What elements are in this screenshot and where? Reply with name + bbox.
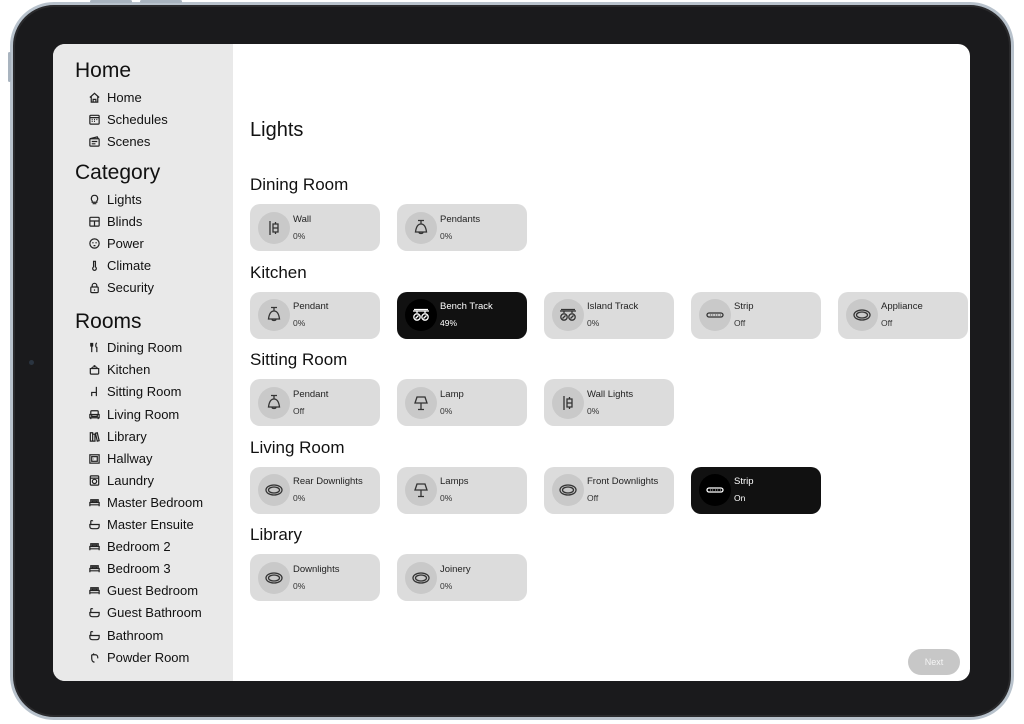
wall-light-icon xyxy=(258,212,290,244)
nav-item-label: Powder Room xyxy=(107,649,190,665)
books-icon xyxy=(87,429,101,443)
nav-item-label: Climate xyxy=(107,258,152,274)
bulb-icon xyxy=(87,192,101,206)
sidebar-item-master-bedroom[interactable] xyxy=(75,491,233,513)
downlight-icon xyxy=(258,562,290,594)
nav-item-label: Security xyxy=(107,280,154,296)
light-info xyxy=(734,300,754,330)
sidebar-item-climate[interactable] xyxy=(75,255,233,277)
nav-item-label: Library xyxy=(107,428,147,444)
rooms-section-title: Rooms xyxy=(75,309,142,333)
light-info xyxy=(881,300,923,330)
main-content xyxy=(233,44,970,681)
pendant-icon xyxy=(405,212,437,244)
light-name: Lamps xyxy=(440,476,469,487)
scenes-icon xyxy=(87,134,101,148)
nav-item-label: Guest Bedroom xyxy=(107,583,199,599)
light-info xyxy=(440,563,471,593)
sidebar-item-powder-room[interactable] xyxy=(75,646,233,668)
sidebar-item-library[interactable] xyxy=(75,425,233,447)
category-section-title: Category xyxy=(75,161,161,185)
volume-button xyxy=(90,0,132,3)
sidebar-item-blinds[interactable] xyxy=(75,210,233,232)
light-name: Wall Lights xyxy=(587,388,634,400)
light-info xyxy=(293,388,328,418)
sidebar-item-master-ensuite[interactable] xyxy=(75,514,233,536)
bed-icon xyxy=(87,495,101,509)
light-tile[interactable] xyxy=(544,292,674,339)
sidebar-item-sitting-room[interactable] xyxy=(75,381,233,403)
pendant-icon xyxy=(258,387,290,419)
nav-item-label: Bedroom 3 xyxy=(107,561,171,577)
light-tile[interactable] xyxy=(250,204,380,251)
home-nav xyxy=(75,86,233,152)
bed-icon xyxy=(87,562,101,576)
light-name: Bench Track xyxy=(440,301,493,312)
downlight-icon xyxy=(405,562,437,594)
sofa-icon xyxy=(87,407,101,421)
sidebar-item-bathroom[interactable] xyxy=(75,624,233,646)
sidebar-item-security[interactable] xyxy=(75,277,233,299)
light-tile[interactable] xyxy=(544,379,674,426)
room-heading: Living Room xyxy=(250,437,345,457)
screen xyxy=(53,44,970,681)
light-level: 0% xyxy=(587,318,600,328)
nav-item-label: Sitting Room xyxy=(107,384,182,400)
sidebar-item-power[interactable] xyxy=(75,232,233,254)
light-level: 0% xyxy=(293,580,306,591)
light-level: 0% xyxy=(440,405,453,416)
light-level: 0% xyxy=(293,493,306,503)
sidebar xyxy=(53,44,233,681)
light-level: 0% xyxy=(440,580,453,591)
light-tile[interactable] xyxy=(397,379,527,426)
light-tile[interactable] xyxy=(250,554,380,601)
nav-item-label: Bathroom xyxy=(107,627,164,643)
light-info xyxy=(293,563,339,593)
lock-icon xyxy=(87,281,101,295)
sidebar-item-hallway[interactable] xyxy=(75,447,233,469)
light-level: Off xyxy=(587,493,599,503)
pot-icon xyxy=(87,363,101,377)
sidebar-item-dining-room[interactable] xyxy=(75,337,233,359)
home-section-title: Home xyxy=(75,59,132,82)
nav-item-label: Dining Room xyxy=(107,340,183,356)
light-tile[interactable] xyxy=(397,292,527,339)
light-info xyxy=(440,475,469,505)
light-info xyxy=(734,475,754,505)
bed-icon xyxy=(87,584,101,598)
light-level: 49% xyxy=(440,318,458,328)
chair-icon xyxy=(87,385,101,399)
light-level: On xyxy=(734,493,746,503)
door-icon xyxy=(87,451,101,465)
light-info xyxy=(293,300,328,330)
next-button[interactable]: Next xyxy=(908,649,960,675)
light-name: Island Track xyxy=(587,301,639,312)
light-name: Strip xyxy=(734,301,754,312)
nav-item-label: Schedules xyxy=(107,111,168,127)
light-name: Pendants xyxy=(440,213,481,225)
light-tile[interactable] xyxy=(397,204,527,251)
bath-icon xyxy=(87,518,101,532)
light-name: Lamp xyxy=(440,388,464,400)
sidebar-item-guest-bedroom[interactable] xyxy=(75,580,233,602)
strip-light-icon xyxy=(699,299,731,331)
light-level: 0% xyxy=(293,230,306,241)
power-outlet-icon xyxy=(87,237,101,251)
room-heading: Dining Room xyxy=(250,175,349,194)
lamp-icon xyxy=(405,387,437,419)
home-icon xyxy=(87,90,101,104)
blinds-icon xyxy=(87,214,101,228)
light-info xyxy=(587,388,633,418)
nav-item-label: Blinds xyxy=(107,213,143,229)
nav-item-label: Hallway xyxy=(107,450,153,466)
light-info xyxy=(587,475,658,505)
light-name: Pendant xyxy=(293,388,329,400)
sidebar-item-schedules[interactable] xyxy=(75,108,233,130)
page-title: Lights xyxy=(250,119,304,141)
nav-item-label: Power xyxy=(107,236,144,252)
light-tile[interactable] xyxy=(397,467,527,514)
track-light-icon xyxy=(552,299,584,331)
downlight-icon xyxy=(846,299,878,331)
light-level: 0% xyxy=(587,405,600,416)
light-name: Wall xyxy=(293,213,312,225)
sidebar-item-kitchen[interactable] xyxy=(75,359,233,381)
cutlery-icon xyxy=(87,341,101,355)
category-nav xyxy=(75,188,233,298)
thermometer-icon xyxy=(87,259,101,273)
sidebar-item-scenes[interactable] xyxy=(75,130,233,152)
nav-item-label: Master Bedroom xyxy=(107,494,204,510)
light-name: Appliance xyxy=(881,301,923,312)
camera xyxy=(29,360,34,365)
room-heading: Sitting Room xyxy=(250,350,348,369)
light-name: Rear Downlights xyxy=(293,476,363,487)
strip-light-icon xyxy=(699,474,731,506)
tap-icon xyxy=(87,650,101,664)
nav-item-label: Living Room xyxy=(107,406,180,422)
sidebar-item-home[interactable] xyxy=(75,86,233,108)
nav-item-label: Kitchen xyxy=(107,362,151,378)
light-level: Off xyxy=(293,405,305,416)
light-level: 0% xyxy=(440,230,453,241)
bath-icon xyxy=(87,628,101,642)
light-name: Strip xyxy=(734,476,754,487)
sidebar-item-living-room[interactable] xyxy=(75,403,233,425)
light-name: Downlights xyxy=(293,563,340,575)
nav-item-label: Scenes xyxy=(107,133,151,149)
light-tile[interactable] xyxy=(397,554,527,601)
washer-icon xyxy=(87,473,101,487)
room-heading: Library xyxy=(250,525,302,544)
downlight-icon xyxy=(552,474,584,506)
light-tile[interactable] xyxy=(250,467,380,514)
volume-button xyxy=(140,0,182,3)
light-info xyxy=(293,213,311,243)
light-info xyxy=(293,475,363,505)
light-info xyxy=(440,213,480,243)
bath-icon xyxy=(87,606,101,620)
light-tile[interactable] xyxy=(838,292,968,339)
nav-item-label: Laundry xyxy=(107,472,154,488)
light-name: Pendant xyxy=(293,301,329,312)
nav-item-label: Bedroom 2 xyxy=(107,539,171,555)
light-tile[interactable] xyxy=(691,292,821,339)
sidebar-item-laundry[interactable] xyxy=(75,469,233,491)
pendant-icon xyxy=(258,299,290,331)
downlight-icon xyxy=(258,474,290,506)
nav-item-label: Home xyxy=(107,89,142,105)
sidebar-item-bedroom-2[interactable] xyxy=(75,536,233,558)
room-heading: Kitchen xyxy=(250,262,307,282)
calendar-icon xyxy=(87,112,101,126)
light-level: Off xyxy=(881,318,893,328)
light-info xyxy=(440,300,493,330)
light-info xyxy=(440,388,464,418)
light-level: 0% xyxy=(293,318,306,328)
sidebar-item-lights[interactable] xyxy=(75,188,233,210)
light-level: Off xyxy=(734,318,746,328)
nav-item-label: Master Ensuite xyxy=(107,517,194,533)
lamp-icon xyxy=(405,474,437,506)
light-level: 0% xyxy=(440,493,453,503)
nav-item-label: Guest Bathroom xyxy=(107,605,202,621)
bed-icon xyxy=(87,540,101,554)
light-tile[interactable] xyxy=(250,379,380,426)
light-tile[interactable] xyxy=(691,467,821,514)
light-tile[interactable] xyxy=(544,467,674,514)
light-name: Joinery xyxy=(440,563,471,575)
light-name: Front Downlights xyxy=(587,476,659,487)
wall-light-icon xyxy=(552,387,584,419)
track-light-icon xyxy=(405,299,437,331)
light-info xyxy=(587,300,638,330)
sidebar-item-bedroom-3[interactable] xyxy=(75,558,233,580)
power-button xyxy=(8,52,11,82)
rooms-nav xyxy=(75,337,233,668)
sidebar-item-guest-bathroom[interactable] xyxy=(75,602,233,624)
light-tile[interactable] xyxy=(250,292,380,339)
nav-item-label: Lights xyxy=(107,191,142,207)
